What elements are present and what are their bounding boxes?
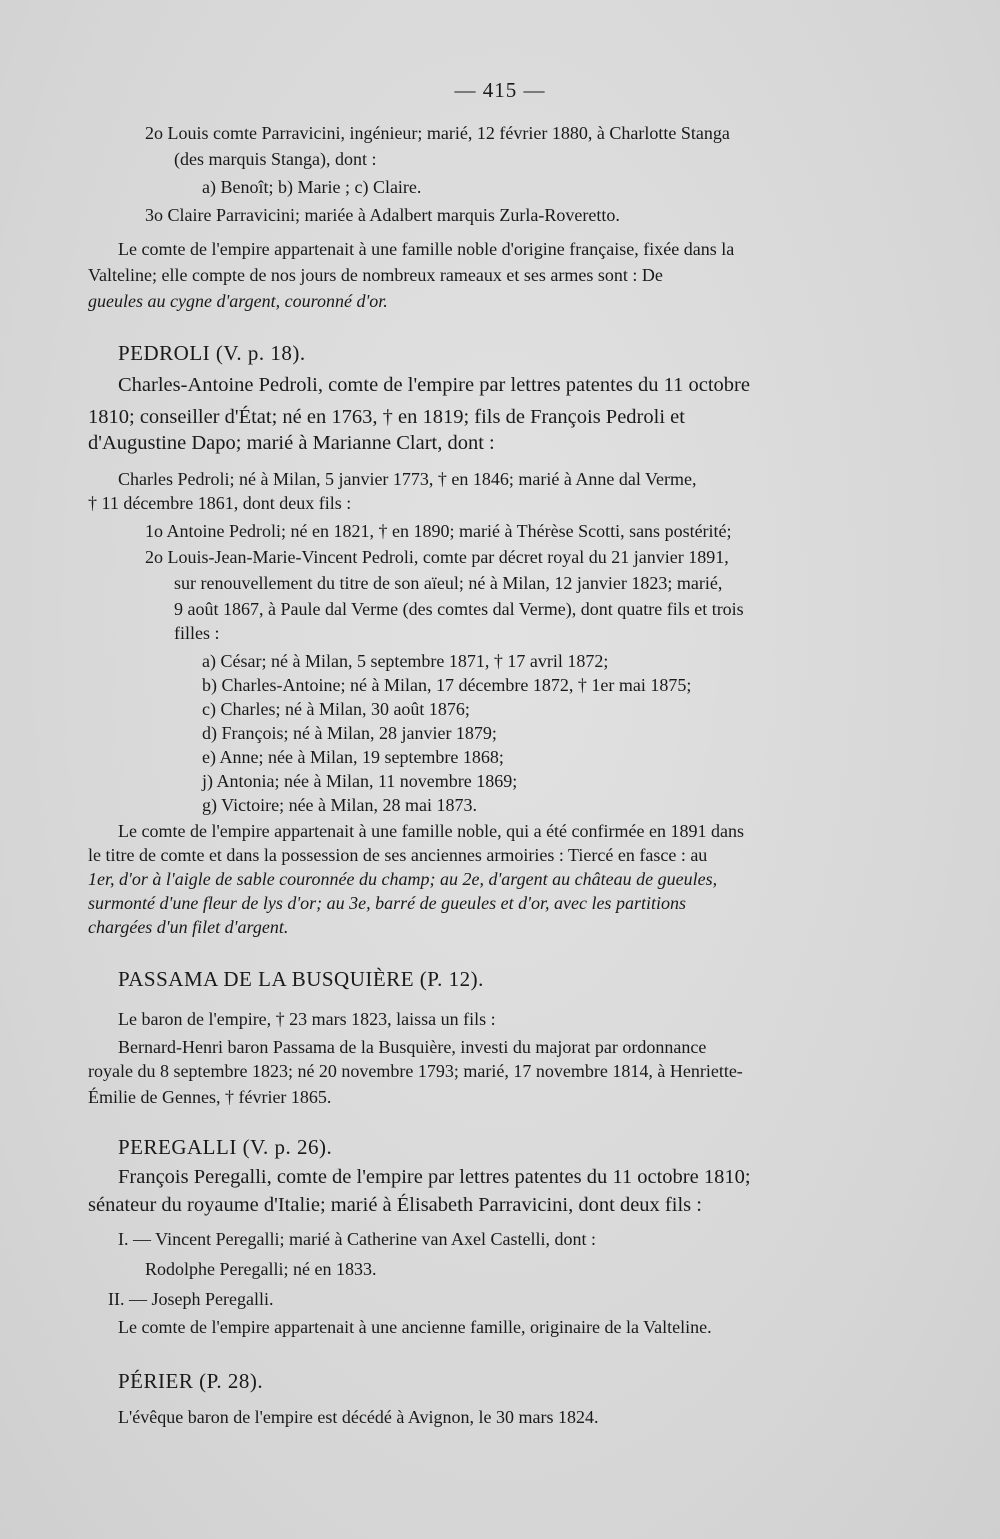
text-line: 1er, d'or à l'aigle de sable couronnée du champ; au 2e, d'argent au château de gueules,: [88, 869, 718, 889]
text-line: Valteline; elle compte de nos jours de nombreux rameaux et ses armes sont : De: [88, 265, 663, 285]
text-line: † 11 décembre 1861, dont deux fils :: [88, 493, 352, 513]
text-line: (des marquis Stanga), dont :: [174, 149, 377, 169]
text-line: d'Augustine Dapo; marié à Marianne Clart, dont :: [88, 432, 495, 454]
list-item: a) César; né à Milan, 5 septembre 1871, † 17 avril 1872;: [202, 651, 609, 671]
text-line: gueules au cygne d'argent, couronné d'or.: [88, 291, 388, 311]
section-heading: PEREGALLI (V. p. 26).: [118, 1135, 333, 1159]
text-line: Le comte de l'empire appartenait à une ancienne famille, originaire de la Valteline.: [118, 1317, 712, 1337]
text-line: Bernard-Henri baron Passama de la Busquière, investi du majorat par ordonnance: [118, 1037, 707, 1057]
text-line: royale du 8 septembre 1823; né 20 novembre 1793; marié, 17 novembre 1814, à Henriette-: [88, 1061, 743, 1081]
section-heading: PASSAMA DE LA BUSQUIÈRE (P. 12).: [118, 967, 484, 991]
text-line: Émilie de Gennes, † février 1865.: [88, 1087, 332, 1107]
text-line: surmonté d'une fleur de lys d'or; au 3e, barré de gueules et d'or, avec les partitions: [88, 893, 686, 913]
text-line: Charles Pedroli; né à Milan, 5 janvier 1773, † en 1846; marié à Anne dal Verme,: [118, 469, 697, 489]
text-line: filles :: [174, 623, 220, 643]
text-line: 9 août 1867, à Paule dal Verme (des comtes dal Verme), dont quatre fils et trois: [174, 599, 744, 619]
text-line: chargées d'un filet d'argent.: [88, 917, 289, 937]
text-line: Le comte de l'empire appartenait à une famille noble d'origine française, fixée dans la: [118, 239, 735, 259]
list-item: d) François; né à Milan, 28 janvier 1879;: [202, 723, 497, 743]
text-line: sur renouvellement du titre de son aïeul; né à Milan, 12 janvier 1823; marié,: [174, 573, 723, 593]
text-line: a) Benoît; b) Marie ; c) Claire.: [202, 177, 422, 197]
text-line: 2o Louis comte Parravicini, ingénieur; marié, 12 février 1880, à Charlotte Stanga: [145, 123, 730, 143]
text-line: 1o Antoine Pedroli; né en 1821, † en 1890; marié à Thérèse Scotti, sans postérité;: [145, 521, 732, 541]
text-line: L'évêque baron de l'empire est décédé à Avignon, le 30 mars 1824.: [118, 1407, 599, 1427]
text-line: 3o Claire Parravicini; mariée à Adalbert marquis Zurla-Roveretto.: [145, 205, 620, 225]
list-item: j) Antonia; née à Milan, 11 novembre 1869;: [202, 771, 518, 791]
text-line: Le baron de l'empire, † 23 mars 1823, laissa un fils :: [118, 1009, 496, 1029]
text-line: sénateur du royaume d'Italie; marié à Élisabeth Parravicini, dont deux fils :: [88, 1194, 702, 1216]
text-line: II. — Joseph Peregalli.: [108, 1289, 274, 1309]
page-number: — 415 —: [454, 78, 546, 102]
text-line: le titre de comte et dans la possession de ses anciennes armoiries : Tiercé en fasce : au: [88, 845, 708, 865]
list-item: c) Charles; né à Milan, 30 août 1876;: [202, 699, 470, 719]
list-item: g) Victoire; née à Milan, 28 mai 1873.: [202, 795, 478, 815]
text-line: 2o Louis-Jean-Marie-Vincent Pedroli, comte par décret royal du 21 janvier 1891,: [145, 547, 729, 567]
list-item: e) Anne; née à Milan, 19 septembre 1868;: [202, 747, 504, 767]
list-item: b) Charles-Antoine; né à Milan, 17 décembre 1872, † 1er mai 1875;: [202, 675, 692, 695]
text-line: I. — Vincent Peregalli; marié à Catherine van Axel Castelli, dont :: [118, 1229, 596, 1249]
section-heading: PÉRIER (P. 28).: [118, 1369, 264, 1393]
text-line: Le comte de l'empire appartenait à une famille noble, qui a été confirmée en 1891 dans: [118, 821, 744, 841]
text-line: François Peregalli, comte de l'empire par lettres patentes du 11 octobre 1810;: [118, 1166, 751, 1188]
text-line: Charles-Antoine Pedroli, comte de l'empire par lettres patentes du 11 octobre: [118, 374, 750, 396]
text-line: 1810; conseiller d'État; né en 1763, † en 1819; fils de François Pedroli et: [88, 406, 685, 428]
section-heading: PEDROLI (V. p. 18).: [118, 341, 306, 365]
text-line: Rodolphe Peregalli; né en 1833.: [145, 1259, 377, 1279]
